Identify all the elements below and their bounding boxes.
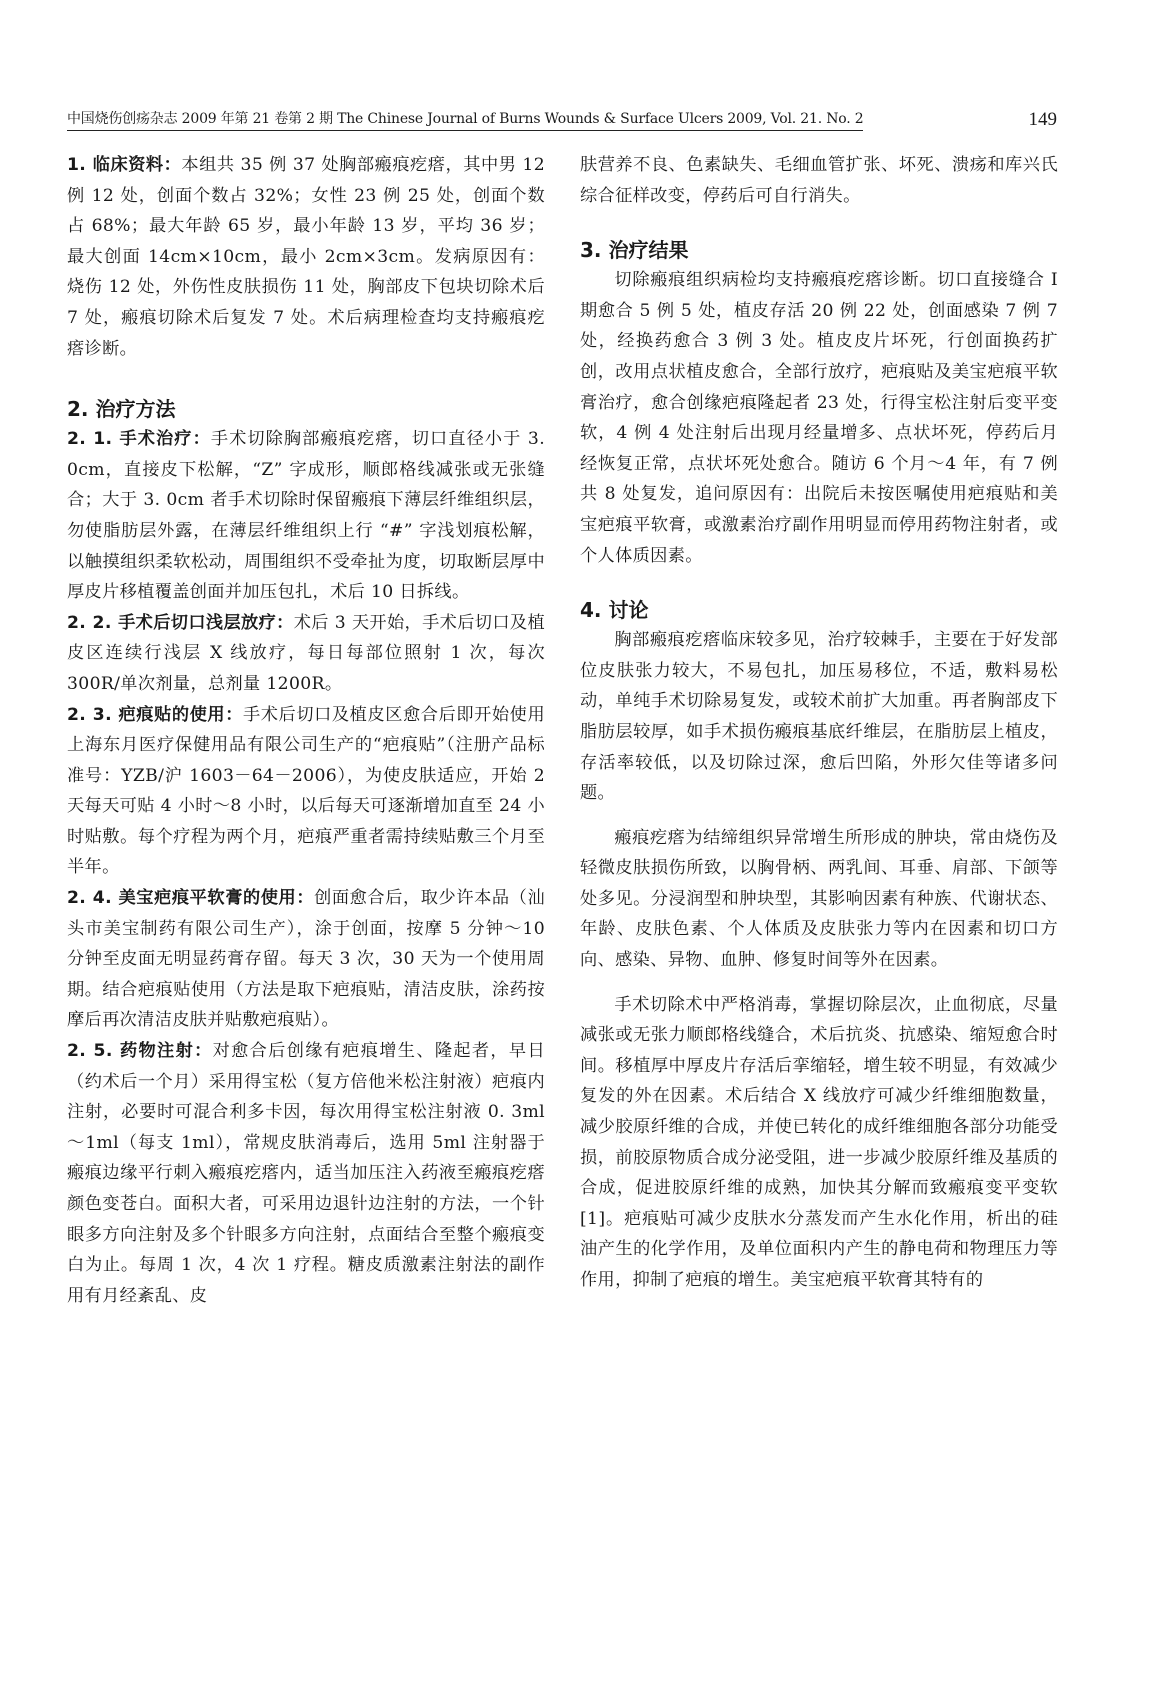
section-2-5-continued: 肤营养不良、色素缺失、毛细血管扩张、坏死、溃疡和库兴氏综合征样改变，停药后可自行消失。 <box>580 155 1058 206</box>
section-2-3-text: 手术后切口及植皮区愈合后即开始使用上海东月医疗保健用品有限公司生产的“疤痕贴”（注册产品标准号：YZB/沪 1603－64－2006），为使皮肤适应，开始 2 天每天可贴 4 小时～8 小时，以后每天可逐渐增加直至 24 小时贴敷。每个疗程为两个月，疤痕严重者需持续贴敷三个月至半年。 <box>67 704 545 878</box>
section-2-2-text: 术后 3 天开始，手术后切口及植皮区连续行浅层 X 线放疗，每日每部位照射 1 次，每次 300R/单次剂量，总剂量 1200R。 <box>67 612 545 694</box>
section-2-2-radiotherapy <box>67 608 545 700</box>
section-2-5-text: 对愈合后创缘有疤痕增生、隆起者，早日（约术后一个月）采用得宝松（复方倍他米松注射液）疤痕内注射，必要时可混合利多卡因，每次用得宝松注射液 0. 3ml～1ml（每支 1ml），常规皮肤消毒后，选用 5ml 注射器于瘢痕边缘平行刺入瘢痕疙瘩内，适当加压注入药液至瘢痕疙瘩颜色变苍白。面积大者，可采用边退针边注射的方法，一个针眼多方向注射及多个针眼多方向注射，点面结合至整个瘢痕变白为止。每周 1 次，4 次 1 疗程。糖皮质激素注射法的副作用有月经紊乱、皮 <box>67 1041 545 1306</box>
section-2-1-surgery <box>67 424 545 608</box>
section-3-results: 切除瘢痕组织病检均支持瘢痕疙瘩诊断。切口直接缝合 Ⅰ 期愈合 5 例 5 处，植皮存活 20 例 22 处，创面感染 7 例 7 处，经换药愈合 3 例 3 处。植皮皮片坏死，行创面换药扩创，改用点状植皮愈合，全部行放疗，疤痕贴及美宝疤痕平软膏治疗，愈合创缘疤痕隆起者 23 处，行得宝松注射后变平变软，4 例 4 处注射后出现月经量增多、点状坏死，停药后月经恢复正常，点状坏死处愈合。随访 6 个月～4 年，有 7 例共 8 处复发，追问原因有：出院后未按医嘱使用疤痕贴和美宝疤痕平软膏，或激素治疗副作用明显而停用药物注射者，或个人体质因素。 <box>580 270 1058 566</box>
section-2-2-heading: 2. 2. 手术后切口浅层放疗： <box>67 612 294 633</box>
discussion-paragraph-2: 瘢痕疙瘩为结缔组织异常增生所形成的肿块，常由烧伤及轻微皮肤损伤所致，以胸骨柄、两乳间、耳垂、肩部、下颌等处多见。分浸润型和肿块型，其影响因素有种族、代谢状态、年龄、皮肤色素、个人体质及皮肤张力等内在因素和切口方向、感染、异物、血肿、修复时间等外在因素。 <box>580 827 1058 971</box>
section-1-heading: 1. 临床资料： <box>67 155 182 175</box>
section-3-title: 3. 治疗结果 <box>580 238 689 263</box>
section-2-title: 2. 治疗方法 <box>67 397 176 422</box>
section-2-1-text: 手术切除胸部瘢痕疙瘩，切口直径小于 3. 0cm，直接皮下松解，“Z” 字成形，顺郎格线减张或无张缝合；大于 3. 0cm 者手术切除时保留瘢痕下薄层纤维组织层，勿使脂肪层外露，在薄层纤维组织上行 “#” 字浅划痕松解，以触摸组织柔软松动，周围组织不受牵扯为度，切取断层厚中厚皮片移植覆盖创面并加压包扎，术后 10 日拆线。 <box>67 429 546 603</box>
section-4-title: 4. 讨论 <box>580 598 649 623</box>
section-1-text: 本组共 35 例 37 处胸部瘢痕疙瘩，其中男 12 例 12 处，创面个数占 32%；女性 23 例 25 处，创面个数占 68%；最大年龄 65 岁，最小年龄 13 岁，平均 36 岁；最大创面 14cm×10cm，最小 2cm×3cm。发病原因有：烧伤 12 处，外伤性皮肤损伤 11 处，胸部皮下包块切除术后 7 处，瘢痕切除术后复发 7 处。术后病理检查均支持瘢痕疙瘩诊断。 <box>67 155 545 359</box>
section-2-3-heading: 2. 3. 疤痕贴的使用： <box>67 704 243 725</box>
discussion-paragraph-1: 胸部瘢痕疙瘩临床较多见，治疗较棘手，主要在于好发部位皮肤张力较大，不易包扎，加压易移位，不适，敷料易松动，单纯手术切除易复发，或较术前扩大加重。再者胸部皮下脂肪层较厚，如手术损伤瘢痕基底纤维层，在脂肪层上植皮，存活率较低，以及切除过深，愈后凹陷，外形欠佳等诸多问题。 <box>580 630 1058 804</box>
section-2-4-heading: 2. 4. 美宝疤痕平软膏的使用： <box>67 888 315 909</box>
left-column <box>67 150 545 1311</box>
right-column <box>580 150 1058 1296</box>
section-2-5-injection <box>67 1036 545 1311</box>
section-1-clinical-data <box>67 150 545 364</box>
journal-running-title: 中国烧伤创疡杂志 2009 年第 21 卷第 2 期 The Chinese Journal of Burns Wounds & Surface Ulcers 2009, Vol. 21. No. 2 <box>67 108 863 131</box>
section-2-1-heading: 2. 1. 手术治疗： <box>67 429 211 450</box>
page-number: 149 <box>1028 109 1057 130</box>
section-2-3-scar-patch <box>67 700 545 884</box>
discussion-paragraph-3: 手术切除术中严格消毒，掌握切除层次，止血彻底，尽量减张或无张力顺郎格线缝合，术后抗炎、抗感染、缩短愈合时间。移植厚中厚皮片存活后挛缩轻，增生较不明显，有效减少复发的外在因素。术后结合 X 线放疗可减少纤维细胞数量，减少胶原纤维的合成，并使已转化的成纤维细胞各部分功能受损，前胶原物质合成分泌受阻，进一步减少胶原纤维及基质的合成，促进胶原纤维的成熟，加快其分解而致瘢痕变平变软[1]。疤痕贴可减少皮肤水分蒸发而产生水化作用，析出的硅油产生的化学作用，及单位面积内产生的静电荷和物理压力等作用，抑制了疤痕的增生。美宝疤痕平软膏其特有的 <box>580 994 1058 1290</box>
section-2-5-heading: 2. 5. 药物注射： <box>67 1041 213 1062</box>
section-2-4-ointment <box>67 883 545 1036</box>
running-head <box>67 108 1057 131</box>
section-2-4-text: 创面愈合后，取少许本品（汕头市美宝制药有限公司生产），涂于创面，按摩 5 分钟～10 分钟至皮面无明显药膏存留。每天 3 次，30 天为一个使用周期。结合疤痕贴使用（方法是取下疤痕贴，清洁皮肤，涂药按摩后再次清洁皮肤并贴敷疤痕贴）。 <box>67 888 545 1031</box>
